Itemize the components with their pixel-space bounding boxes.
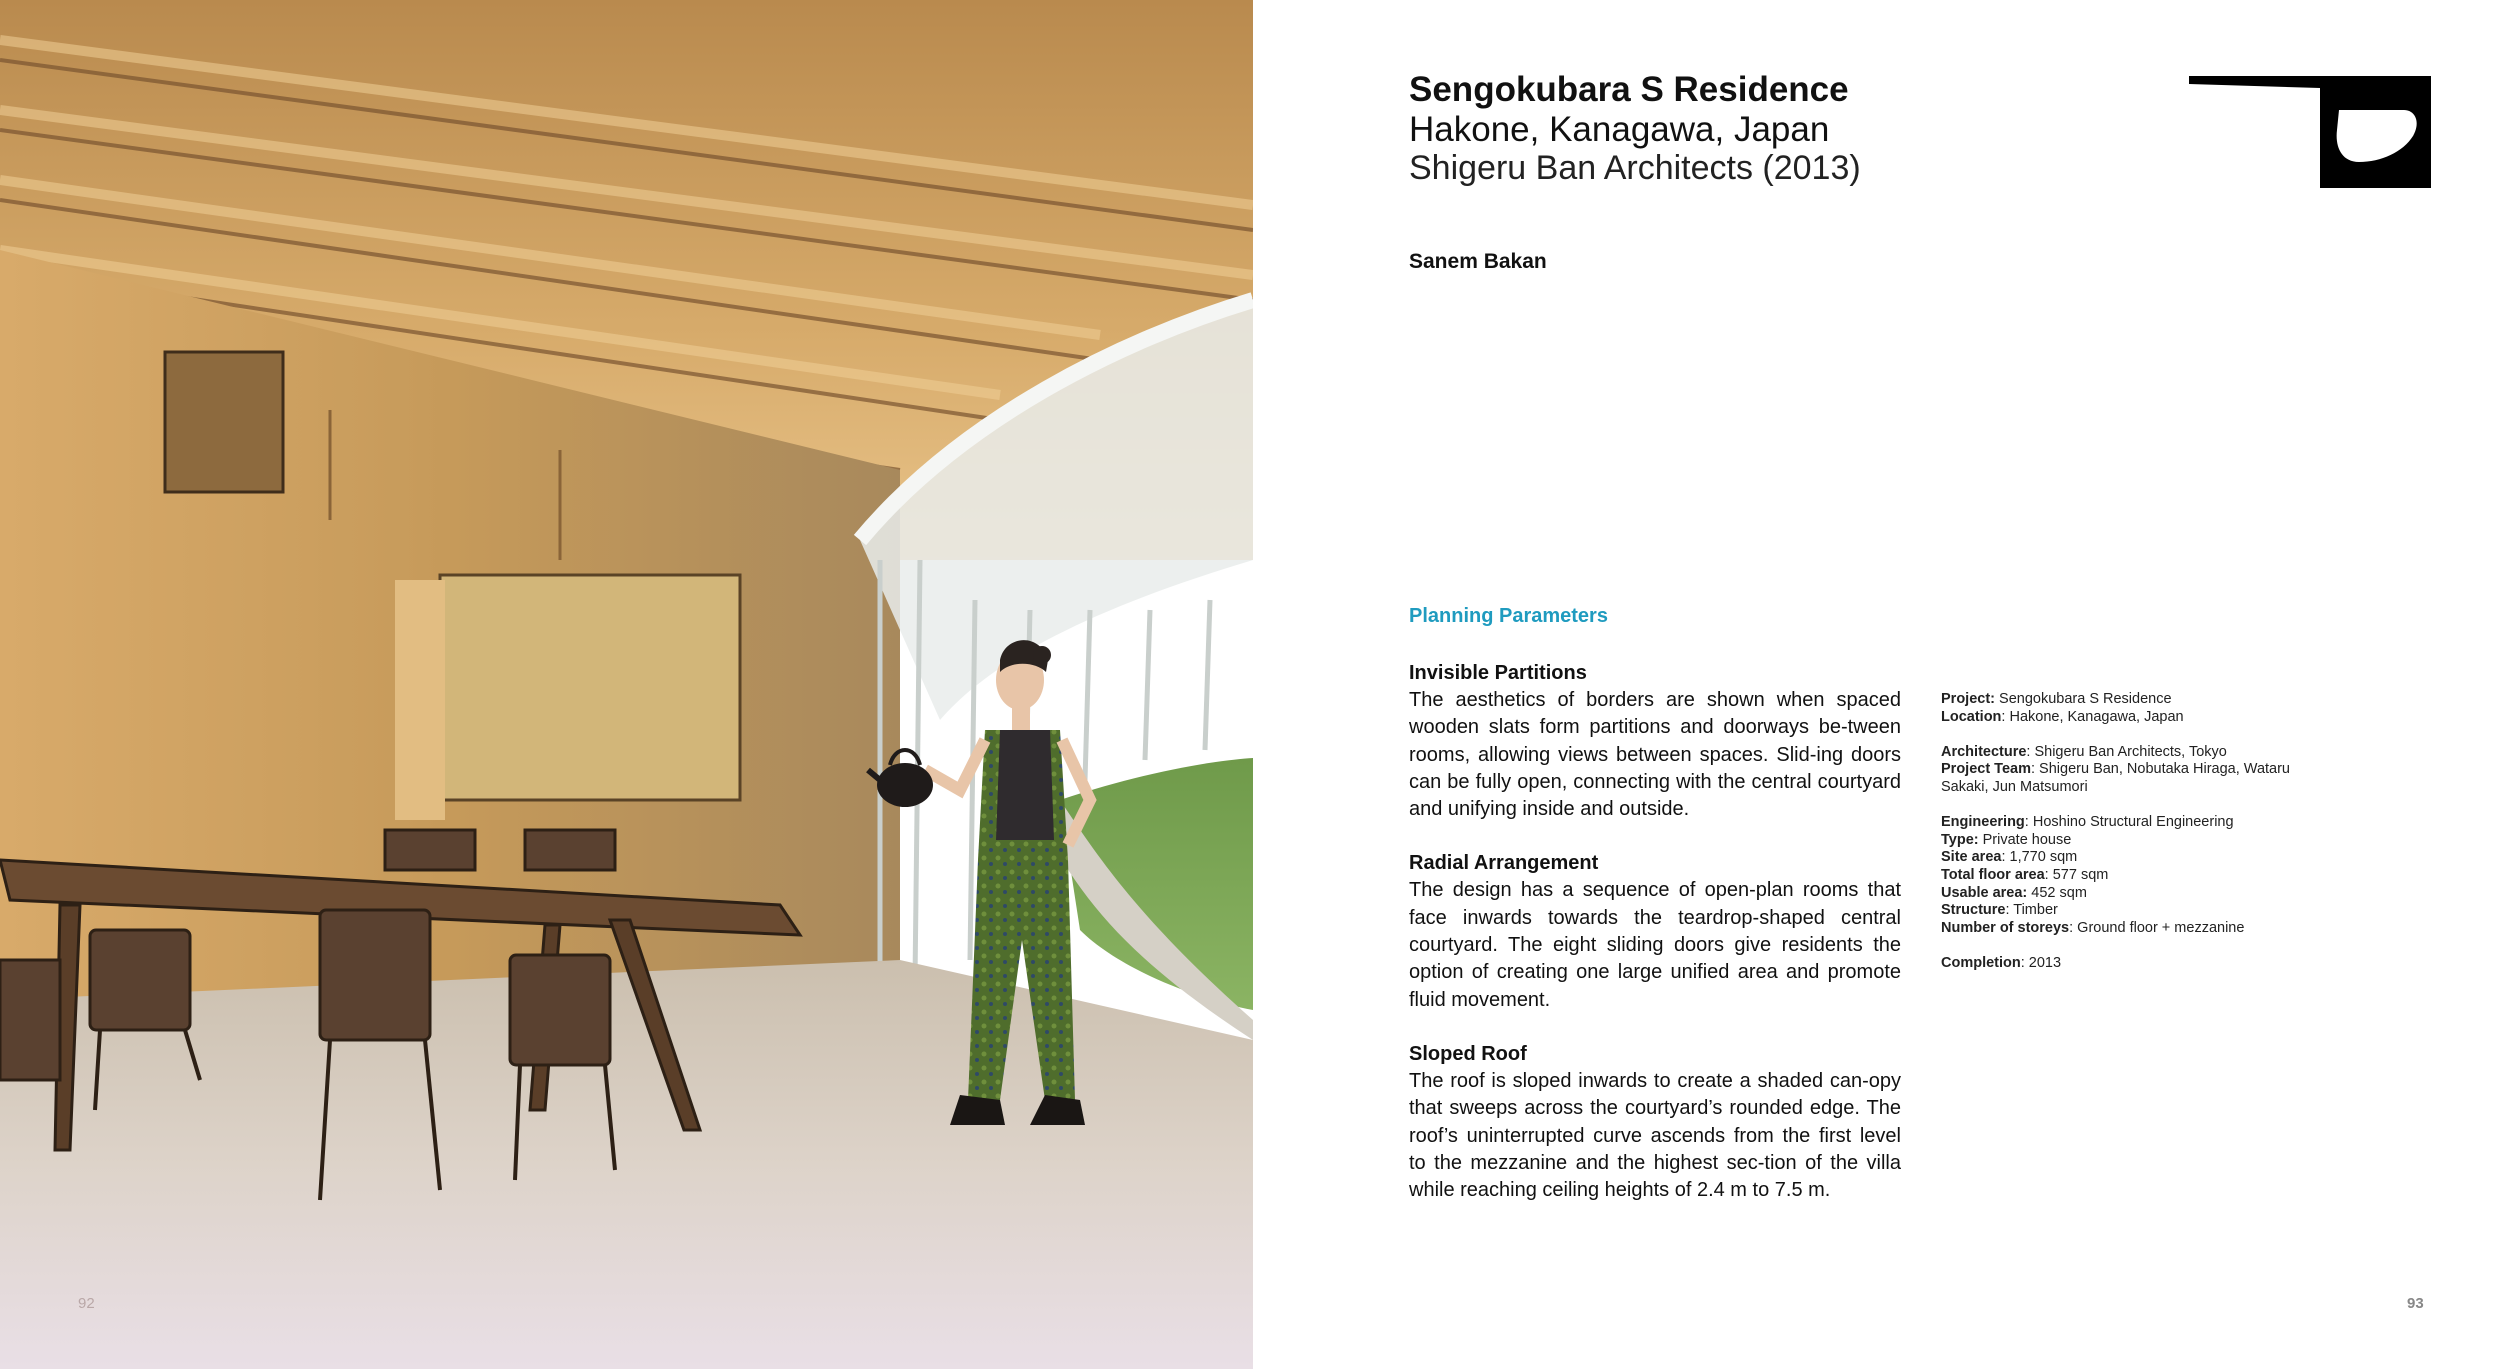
section-heading: Sloped Roof [1409,1042,1527,1065]
fact-site-area: Site area: 1,770 sqm [1941,849,2078,866]
page-number-right: 93 [2407,1295,2424,1312]
fact-structure: Structure: Timber [1941,902,2058,919]
fact-project: Project: Sengokubara S Residence [1941,691,2172,707]
fact-storeys: Number of storeys: Ground floor + mezzanine [1941,919,2245,936]
section-label: Planning Parameters [1409,605,1608,627]
author-name: Sanem Bakan [1409,250,1547,273]
fact-architecture: Architecture: Shigeru Ban Architects, Tokyo [1941,743,2227,760]
page-title: Sengokubara S Residence [1409,70,1849,109]
section-text: The aesthetics of borders are shown when spaced wooden slats form partitions and doorways be-tween rooms, allowing views between spaces. Slid-ing doors can be fully open, connecting with the central courtyard and unifying inside and outside. [1409,689,1901,821]
page-number-left: 92 [78,1295,95,1312]
fact-engineering: Engineering: Hoshino Structural Engineering [1941,814,2234,831]
project-facts [1941,691,2301,973]
fact-team: Project Team: Shigeru Ban, Nobutaka Hiraga, Wataru Sakaki, Jun Matsumori [1941,761,2290,795]
section-heading: Invisible Partitions [1409,662,1587,684]
body-column [1409,660,1901,1231]
section-heading: Radial Arrangement [1409,852,1599,875]
fact-usable-area: Usable area: 452 sqm [1941,884,2087,901]
fact-completion: Completion: 2013 [1941,954,2062,971]
location-subtitle: Hakone, Kanagawa, Japan [1409,110,1830,149]
fact-type: Type: Private house [1941,831,2072,848]
fact-total-floor-area: Total floor area: 577 sqm [1941,866,2109,883]
section-text: The roof is sloped inwards to create a shaded can-opy that sweeps across the courtyard’s rounded edge. The roof’s uninterrupted curve ascends from the first level to the mezzanine and the highest sec-tion of the villa while reaching ceiling heights of 2.4 m to 7.5 m. [1409,1069,1901,1202]
right-page [1253,0,2500,1369]
teardrop-logo-icon [2189,76,2431,188]
fact-location: Location: Hakone, Kanagawa, Japan [1941,708,2184,725]
section-text: The design has a sequence of open-plan rooms that face inwards towards the teardrop-shaped central courtyard. The eight sliding doors give residents the option of creating one large unified area and promote fluid movement. [1409,879,1901,1011]
architect-subtitle: Shigeru Ban Architects (2013) [1409,149,1861,187]
title-block [1409,70,1861,188]
